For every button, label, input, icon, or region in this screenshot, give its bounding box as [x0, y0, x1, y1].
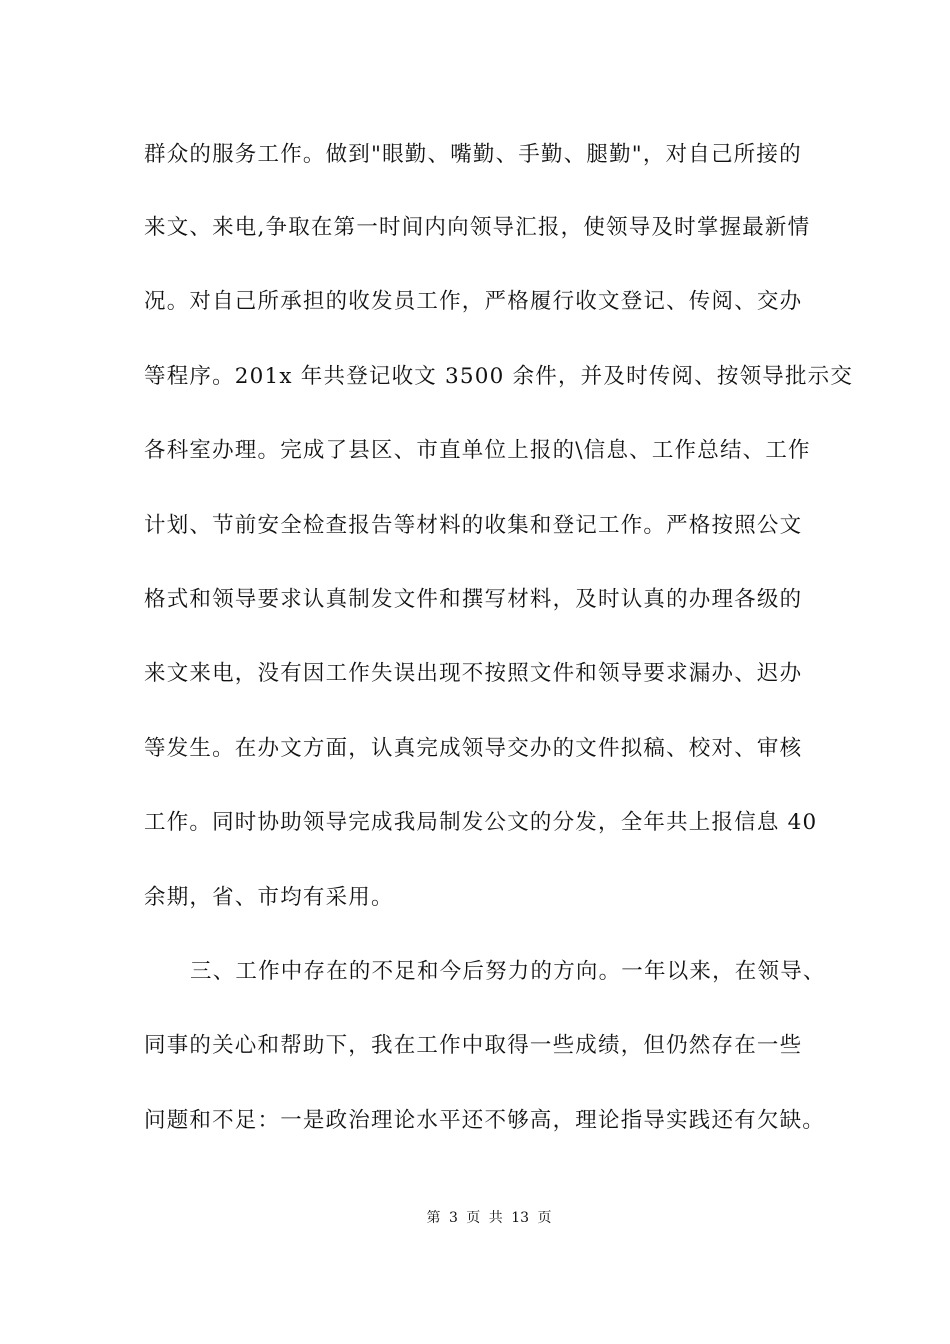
paragraph-line: 况。对自己所承担的收发员工作，严格履行收文登记、传阅、交办 — [144, 289, 803, 314]
paragraph-line: 三、工作中存在的不足和今后努力的方向。一年以来，在领导、 — [190, 959, 826, 984]
page-number-footer: 第 3 页 共 13 页 — [426, 1210, 552, 1226]
paragraph-line: 等发生。在办文方面，认真完成领导交办的文件拟稿、校对、审核 — [144, 736, 803, 761]
paragraph-line: 计划、节前安全检查报告等材料的收集和登记工作。严格按照公文 — [144, 513, 803, 538]
paragraph-line: 同事的关心和帮助下，我在工作中取得一些成绩，但仍然存在一些 — [144, 1033, 803, 1058]
paragraph-line: 来文、来电,争取在第一时间内向领导汇报，使领导及时掌握最新情 — [144, 215, 811, 240]
paragraph-line: 问题和不足：一是政治理论水平还不够高，理论指导实践还有欠缺。 — [144, 1108, 826, 1133]
paragraph-line: 来文来电，没有因工作失误出现不按照文件和领导要求漏办、迟办 — [144, 661, 803, 686]
paragraph-line: 各科室办理。完成了县区、市直单位上报的\信息、工作总结、工作 — [144, 438, 811, 463]
paragraph-line: 工作。同时协助领导完成我局制发公文的分发，全年共上报信息 40 — [144, 810, 818, 835]
paragraph-line: 等程序。201x 年共登记收文 3500 余件，并及时传阅、按领导批示交 — [144, 364, 854, 389]
paragraph-line: 群众的服务工作。做到"眼勤、嘴勤、手勤、腿勤"，对自己所接的 — [144, 142, 802, 167]
paragraph-line: 余期，省、市均有采用。 — [144, 885, 394, 910]
paragraph-line: 格式和领导要求认真制发文件和撰写材料，及时认真的办理各级的 — [144, 587, 803, 612]
